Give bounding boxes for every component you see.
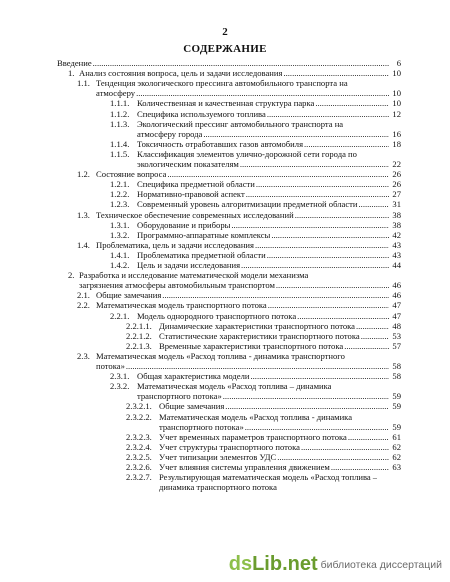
toc-entry-number: 2.3.1. — [110, 371, 130, 382]
toc-entry-page: 59 — [392, 401, 401, 412]
toc-entry-title: Введение — [57, 59, 92, 68]
toc-entry-page: 10 — [392, 68, 401, 79]
toc-entry-title-continued: транспортного потока» — [137, 392, 222, 402]
toc-entry-title: Проблематика, цель и задачи исследования — [96, 240, 254, 250]
toc-entry-page: 63 — [392, 462, 401, 472]
toc-entry-number: 1.3.2. — [110, 229, 130, 240]
toc-leader-dots — [304, 140, 389, 150]
toc-entry-title-continued: загрязнения атмосферы автомобильным транспортом — [79, 281, 275, 291]
toc-leader-dots — [277, 453, 389, 463]
toc-leader-dots — [356, 322, 389, 332]
toc-leader-dots — [126, 362, 389, 372]
toc-entry-title-continued: транспортного потока» — [159, 422, 244, 432]
toc-entry-title: Общие замечания — [96, 291, 162, 301]
toc-entry-title-continued: атмосферу города — [137, 129, 203, 139]
toc-entry-title: Учет временных параметров транспортного потока — [159, 432, 347, 442]
toc-entry-number: 1.1.5. — [110, 148, 130, 159]
toc-entry-page: 12 — [392, 108, 401, 119]
toc-entry-page: 61 — [392, 431, 401, 442]
toc-leader-dots — [348, 433, 389, 443]
toc-entry-title: Токсичность отработавших газов автомобиля — [137, 139, 304, 149]
toc-entry-page: 38 — [392, 219, 401, 230]
toc-entry-title: Современный уровень алгоритмизации предметной области — [137, 200, 358, 210]
toc-entry-page: 57 — [392, 340, 401, 351]
toc-entry-title: Состояние вопроса — [96, 170, 167, 180]
toc-entry-page: 22 — [392, 158, 401, 169]
toc-entry-title-continued: атмосферу — [96, 89, 136, 99]
toc-entry-page: 10 — [392, 98, 401, 109]
toc-entry-title: Учет структуры транспортного потока — [159, 442, 300, 452]
toc-entry-number: 1.1. — [77, 78, 90, 89]
toc-entry-title: Тенденция экологического прессинга автомобильного транспорта на — [96, 79, 348, 89]
toc-entry-number: 2.2.1.1. — [126, 320, 152, 331]
toc-entry-number: 2.3.2. — [110, 381, 130, 392]
toc-entry-page: 62 — [392, 441, 401, 452]
toc-entry-title: Математическая модель «Расход топлива - динамика — [159, 412, 353, 422]
toc-entry-title: Учет влияния системы управления движением — [159, 463, 330, 472]
toc-leader-dots — [315, 99, 389, 109]
toc-entry-number: 1.2.2. — [110, 189, 130, 200]
toc-leader-dots — [245, 423, 389, 433]
toc-leader-dots — [331, 463, 389, 473]
toc-entry-number: 2. — [68, 270, 75, 281]
toc-entry-title: Программно-аппаратные комплексы — [137, 230, 271, 240]
toc-entry-title: Нормативно-правовой аспект — [137, 190, 245, 200]
toc-entry-number: 1.3.1. — [110, 219, 130, 230]
toc-leader-dots — [344, 342, 389, 352]
page-number: 2 — [222, 26, 228, 38]
toc-entry-title: Общие замечания — [159, 402, 225, 412]
toc-entry-number: 2.3.2.2. — [126, 411, 152, 422]
toc-leader-dots — [241, 261, 389, 271]
toc-entry-title: Математическая модель транспортного потока — [96, 301, 267, 311]
toc-leader-dots — [267, 110, 389, 120]
toc-entry-title: Техническое обеспечение современных исследований — [96, 210, 294, 220]
toc-entry-number: 2.1. — [77, 290, 90, 301]
toc-entry-page: 58 — [392, 360, 401, 371]
toc-leader-dots — [231, 221, 389, 231]
toc-entry-title: Результирующая математическая модель «Расход топлива – — [159, 473, 378, 483]
toc-entry-number: 2.2. — [77, 300, 90, 311]
toc-entry-page: 48 — [392, 320, 401, 331]
toc-entry-title: Специфика предметной области — [137, 180, 255, 190]
toc-leader-dots — [271, 231, 389, 241]
toc-entry-title: Учет типизации элементов УДС — [159, 452, 277, 462]
toc-leader-dots — [93, 59, 389, 69]
toc-entry-number: 2.3.2.7. — [126, 472, 152, 483]
toc-leader-dots — [283, 69, 389, 79]
watermark — [229, 553, 442, 576]
toc-entry-title: Динамические характеристики транспортного потока — [159, 321, 355, 331]
toc-leader-dots — [359, 200, 389, 210]
toc-leader-dots — [240, 160, 389, 170]
toc-leader-dots — [203, 130, 389, 140]
toc-leader-dots — [295, 211, 389, 221]
toc-leader-dots — [268, 301, 389, 311]
toc-entry-number: 2.3. — [77, 350, 90, 361]
toc-entry-title: Математическая модель «Расход топлива – динамика — [137, 382, 332, 392]
toc-entry-number: 2.3.2.1. — [126, 401, 152, 412]
toc-entry-number: 2.3.2.6. — [126, 462, 152, 472]
toc-entry-number: 2.3.2.4. — [126, 441, 152, 452]
toc-leader-dots — [297, 312, 389, 322]
toc-leader-dots — [267, 251, 389, 261]
toc-entry-number: 1. — [68, 68, 75, 79]
toc-entry-title: Временные характеристики транспортного потока — [159, 341, 344, 351]
toc-entry-number: 1.1.3. — [110, 118, 130, 129]
toc-entry-number: 2.2.1.3. — [126, 340, 152, 351]
toc-entry-number: 1.4. — [77, 239, 90, 250]
toc-entry-number: 1.1.1. — [110, 98, 130, 109]
toc-entry-number: 2.3.2.5. — [126, 451, 152, 462]
toc-entry-page: 26 — [392, 169, 401, 180]
toc-entry-number: 1.2. — [77, 169, 90, 180]
toc-leader-dots — [301, 443, 389, 453]
toc-leader-dots — [223, 392, 389, 402]
toc-entry-number: 1.1.2. — [110, 108, 130, 119]
toc-entry-number: 1.2.3. — [110, 199, 130, 210]
toc-entry-page: 47 — [392, 310, 401, 321]
toc-entry-title: Экологический прессинг автомобильного транспорта на — [137, 119, 344, 129]
toc-entry-number: 1.1.4. — [110, 138, 130, 149]
toc-entry-number: 2.2.1.2. — [126, 330, 152, 341]
toc-leader-dots — [167, 170, 389, 180]
toc-entry-title: Статистические характеристики транспортного потока — [159, 331, 360, 341]
toc-entry-title-continued: экологическим показателям — [137, 159, 239, 169]
toc-leader-dots — [276, 281, 389, 291]
toc-entry-title: Классификация элементов улично-дорожной сети города по — [137, 149, 357, 159]
page-title: СОДЕРЖАНИЕ — [183, 43, 267, 55]
toc-entry-page: 10 — [392, 88, 401, 99]
toc-leader-dots — [225, 402, 389, 412]
toc-entry-title: Цель и задачи исследования — [137, 261, 241, 270]
toc-entry-page: 47 — [392, 300, 401, 311]
toc-entry-number: 1.4.2. — [110, 260, 130, 270]
toc-entry-title: Общая характеристика модели — [137, 372, 250, 382]
toc-entry-title-continued: потока» — [96, 361, 125, 371]
watermark-logo: dsLib.net — [228, 553, 318, 575]
toc-entry-title: Специфика используемого топлива — [137, 109, 266, 119]
toc-entry-title: Разработка и исследование математической модели механизма — [79, 271, 309, 281]
toc-leader-dots — [162, 291, 389, 301]
toc-entry-number: 2.3.2.3. — [126, 431, 152, 442]
toc-entry-page: 42 — [392, 229, 401, 240]
toc-entry-page: 6 — [396, 58, 401, 68]
toc-entry-title: Проблематика предметной области — [137, 250, 266, 260]
toc-entry-title-continued: динамика транспортного потока — [159, 483, 277, 493]
toc-entry-page: 27 — [392, 189, 401, 200]
toc-entry-title: Анализ состояния вопроса, цель и задачи исследования — [79, 69, 283, 79]
toc-entry-number: 2.2.1. — [110, 310, 130, 321]
toc-entry-page: 46 — [392, 290, 401, 301]
toc-entry-page: 16 — [392, 128, 401, 139]
toc-entry-title: Математическая модель «Расход топлива - динамика транспортного — [96, 351, 345, 361]
toc-entry-page: 58 — [392, 371, 401, 382]
toc-leader-dots — [136, 89, 389, 99]
toc-entry-page: 44 — [392, 260, 401, 270]
toc-leader-dots — [256, 180, 389, 190]
watermark-subtitle: библиотека диссертаций — [320, 558, 442, 571]
toc-entry-page: 38 — [392, 209, 401, 220]
toc-entry-page: 62 — [392, 451, 401, 462]
toc-entry-page: 26 — [392, 179, 401, 190]
toc-entry-number: 1.4.1. — [110, 249, 130, 260]
toc-entry-page: 31 — [392, 199, 401, 210]
toc-entry-title: Количественная и качественная структура парка — [137, 99, 315, 109]
toc-leader-dots — [251, 372, 390, 382]
toc-entry-page: 18 — [392, 138, 401, 149]
toc-entry-number: 1.3. — [77, 209, 90, 220]
toc-entry-title: Оборудование и приборы — [137, 220, 231, 230]
toc-leader-dots — [361, 332, 389, 342]
toc-entry-page: 53 — [392, 330, 401, 341]
toc-leader-dots — [246, 190, 389, 200]
toc-entry-page: 59 — [392, 391, 401, 402]
toc-entry-page: 43 — [392, 249, 401, 260]
toc-entry-number: 1.2.1. — [110, 179, 130, 190]
toc-entry-page: 43 — [392, 239, 401, 250]
toc-leader-dots — [255, 241, 389, 251]
toc-entry-title: Модель однородного транспортного потока — [137, 311, 297, 321]
toc-entry-page: 59 — [392, 421, 401, 432]
toc-entry-page: 46 — [392, 280, 401, 291]
